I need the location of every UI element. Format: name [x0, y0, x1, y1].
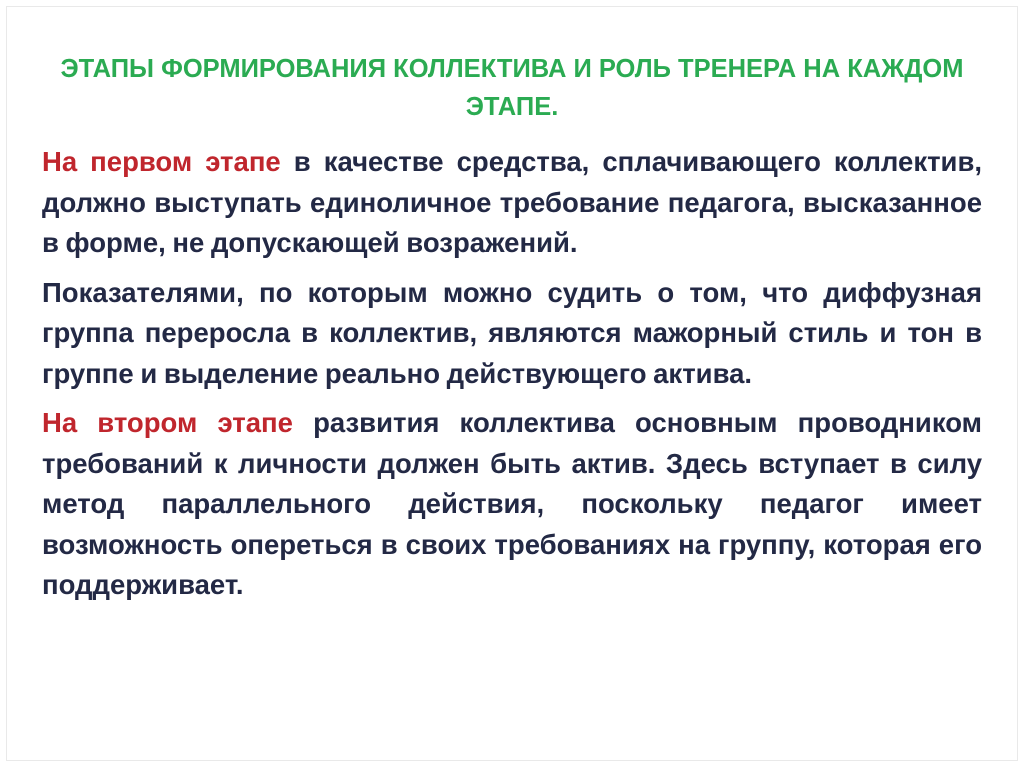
second-stage-lead: На втором этапе: [42, 407, 293, 438]
first-stage-text: в качестве средства, сплачивающего коллектив, должно выступать единоличное требование педагога, высказанное в форме, не допускающей возражений.: [42, 146, 983, 258]
slide-body: [42, 142, 982, 615]
second-stage-text: развития коллектива основным проводником требований к личности должен быть актив. Здесь вступает в силу метод параллельного действия, поскольку педагог имеет возможность опереться в своих требованиях на группу, которая его поддерживает.: [42, 407, 982, 600]
slide-title: ЭТАПЫ ФОРМИРОВАНИЯ КОЛЛЕКТИВА И РОЛЬ ТРЕНЕРА НА КАЖДОМ ЭТАПЕ.: [60, 55, 964, 121]
first-stage-lead: На первом этапе: [42, 146, 281, 177]
paragraph-second-stage: [42, 403, 982, 606]
paragraph-first-stage: [42, 142, 982, 264]
indicators-text: Показателями, по которым можно судить о том, что диффузная группа переросла в коллектив, являются мажорный стиль и тон в группе и выделение реально действующего актива.: [42, 276, 982, 389]
paragraph-indicators: [42, 273, 982, 395]
